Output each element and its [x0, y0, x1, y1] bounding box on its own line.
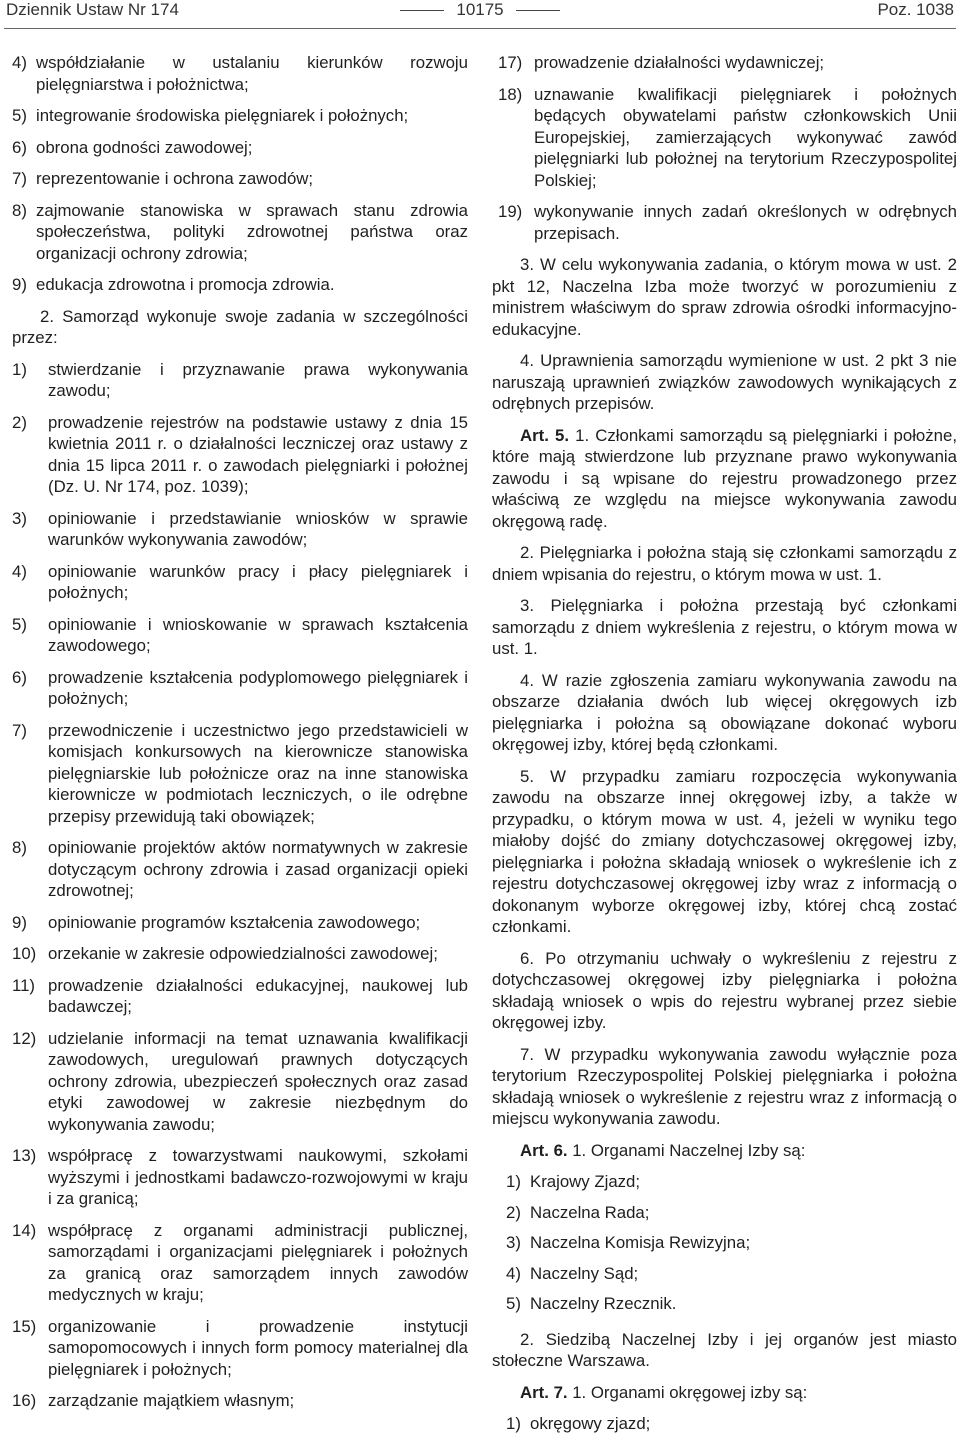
list-e — [492, 1413, 957, 1435]
list-item-text: uznawanie kwalifikacji pielęgniarek i położnych będących obywatelami państw członkowskich Unii Europejskiej, zamierzających wykonywać zawód pielęgniarki lub położnej na terytorium Rzeczypospolitej Polskiej; — [534, 84, 957, 190]
list-item-number: 18) — [498, 84, 523, 104]
list-item-number: 16) — [12, 1391, 37, 1410]
list-item-number: 10) — [12, 944, 37, 963]
article-6-para-2: 2. Siedzibą Naczelnej Izby i jej organów jest miasto stołeczne Warszawa. — [492, 1329, 957, 1370]
list-item-text: opiniowanie warunków pracy i płacy pielęgniarek i położnych; — [48, 561, 468, 602]
page-header — [0, 0, 960, 24]
list-item — [12, 359, 468, 402]
list-item — [500, 1263, 957, 1285]
list-item-text: opiniowanie programów kształcenia zawodowego; — [48, 912, 421, 932]
list-item-text: organizowanie i prowadzenie instytucji samopomocowych i innych form pomocy materialnej dla pielęgniarek i położnych; — [48, 1316, 468, 1379]
list-item-text: współpracę z organami administracji publicznej, samorządami i organizacjami pielęgniarek i położnych za granicą oraz samorządem innych zawodów medycznych w kraju; — [48, 1220, 468, 1304]
list-item-number: 5) — [12, 614, 27, 634]
list-item-text: reprezentowanie i ochrona zawodów; — [36, 169, 314, 188]
list-item-number: 15) — [12, 1316, 37, 1336]
list-item-text: stwierdzanie i przyznawanie prawa wykonywania zawodu; — [48, 359, 468, 400]
list-item-text: prowadzenie kształcenia podyplomowego pielęgniarek i położnych; — [48, 667, 468, 708]
article-5-para-2: 2. Pielęgniarka i położna stają się członkami samorządu z dniem wpisania do rejestru, o którym mowa w ust. 1. — [492, 543, 957, 584]
list-item-number: 8) — [12, 200, 27, 220]
list-item — [12, 1316, 468, 1381]
list-item-number: 14) — [12, 1220, 37, 1240]
list-item-text: zarządzanie majątkiem własnym; — [48, 1391, 295, 1410]
article-7-label: Art. 7. — [520, 1382, 568, 1402]
list-c — [492, 52, 957, 244]
list-item — [12, 274, 468, 296]
list-item — [12, 105, 468, 127]
list-b — [12, 359, 468, 1412]
list-item-text: wykonywanie innych zadań określonych w odrębnych przepisach. — [534, 202, 957, 243]
list-item-number: 3) — [12, 508, 27, 528]
list-item-text: zajmowanie stanowiska w sprawach stanu zdrowia społeczeństwa, polityki zdrowotnej państwa oraz organizacji ochrony zdrowia; — [36, 200, 468, 263]
list-item-number: 5) — [12, 106, 27, 125]
list-item-text: opiniowanie i przedstawianie wniosków w sprawie warunków wykonywania zawodów; — [48, 508, 468, 549]
dash-right — [516, 10, 560, 11]
article-5-para-6: 6. Po otrzymaniu uchwały o wykreśleniu z rejestru z dotychczasowej okręgowej izby pielęgniarka i położna składają wniosek o wpis do rejestru wybranej przez siebie okręgowej izby. — [492, 948, 957, 1032]
article-7-text: 1. Organami okręgowej izby są: — [567, 1382, 808, 1402]
list-item-text: prowadzenie działalności edukacyjnej, naukowej lub badawczej; — [48, 975, 468, 1016]
list-item-number: 4) — [506, 1263, 521, 1283]
list-item-number: 17) — [498, 53, 523, 72]
list-item-number: 9) — [12, 912, 27, 932]
list-item-text: prowadzenie działalności wydawniczej; — [534, 53, 825, 72]
position-label: Poz. 1038 — [877, 0, 954, 19]
list-item-text: orzekanie w zakresie odpowiedzialności zawodowej; — [48, 944, 438, 963]
list-item — [12, 1028, 468, 1136]
article-5-text: 1. Członkami samorządu są pielęgniarki i położne, które mają stwierdzone lub przyznane prawo wykonywania zawodu i są wpisane do rejestru prowadzonego przez właściwą ze względu na miejsce wykonywania zawodu okręgową radę. — [492, 425, 957, 531]
list-item-number: 9) — [12, 275, 27, 294]
header-divider — [4, 28, 956, 29]
list-item-number: 1) — [12, 359, 27, 379]
page-number-text: 10175 — [456, 0, 504, 19]
article-7 — [492, 1382, 957, 1404]
article-5-para-3: 3. Pielęgniarka i położna przestają być członkami samorządu z dniem wykreślenia z rejestru, o którym mowa w ust. 1. — [492, 596, 957, 658]
list-item — [12, 561, 468, 604]
list-item — [12, 720, 468, 828]
list-item-number: 2) — [12, 412, 27, 432]
paragraph-4: 4. Uprawnienia samorządu wymienione w ust. 2 pkt 3 nie naruszają uprawnień związków zawodowych wynikających z odrębnych przepisów. — [492, 351, 957, 413]
list-item-number: 1) — [506, 1414, 521, 1433]
list-item — [12, 1390, 468, 1412]
list-item-text: Naczelny Rzecznik. — [530, 1294, 677, 1313]
list-item — [12, 1145, 468, 1210]
article-6-text: 1. Organami Naczelnej Izby są: — [567, 1140, 806, 1160]
list-item-number: 3) — [506, 1233, 521, 1252]
left-column — [12, 52, 468, 1422]
list-item-number: 2) — [506, 1202, 521, 1222]
list-item — [12, 614, 468, 657]
list-item-text: opiniowanie projektów aktów normatywnych w zakresie dotyczącym ochrony zdrowia i zasad organizacji opieki zdrowotnej; — [48, 838, 468, 900]
list-item-number: 4) — [12, 561, 27, 581]
article-5-para-7: 7. W przypadku wykonywania zawodu wyłącznie poza terytorium Rzeczypospolitej Polskiej pielęgniarka i położna składają wniosek o wykreślenie z rejestru wraz z informacją o miejscu wykonywania zawodu. — [492, 1044, 957, 1128]
list-item — [12, 200, 468, 265]
list-item-number: 1) — [506, 1172, 521, 1191]
page-number — [0, 0, 960, 20]
list-item-text: współdziałanie w ustalaniu kierunków rozwoju pielęgniarstwa i położnictwa; — [36, 53, 468, 94]
list-item — [500, 1232, 957, 1254]
list-item-number: 12) — [12, 1028, 37, 1048]
list-item-text: edukacja zdrowotna i promocja zdrowia. — [36, 275, 335, 294]
list-item-number: 8) — [12, 838, 27, 857]
list-item — [492, 201, 957, 244]
list-d — [492, 1171, 957, 1315]
list-item-number: 4) — [12, 53, 27, 72]
article-6 — [492, 1140, 957, 1162]
list-item — [12, 412, 468, 498]
list-item — [12, 943, 468, 965]
dash-left — [400, 10, 444, 11]
list-item — [492, 52, 957, 74]
list-item-text: Naczelna Komisja Rewizyjna; — [530, 1233, 751, 1252]
list-item-text: obrona godności zawodowej; — [36, 137, 253, 157]
list-item — [12, 667, 468, 710]
list-item-number: 6) — [12, 667, 27, 687]
list-item — [12, 137, 468, 159]
list-item — [500, 1413, 957, 1435]
list-item — [500, 1202, 957, 1224]
list-item-text: okręgowy zjazd; — [530, 1414, 651, 1433]
list-item — [12, 508, 468, 551]
article-5-label: Art. 5. — [520, 425, 570, 445]
list-item-text: opiniowanie i wnioskowanie w sprawach kształcenia zawodowego; — [48, 614, 468, 655]
list-item — [12, 168, 468, 190]
list-item-number: 13) — [12, 1146, 37, 1165]
list-item-text: prowadzenie rejestrów na podstawie ustawy z dnia 15 kwietnia 2011 r. o działalności leczniczej oraz ustawy z dnia 15 lipca 2011 r. o zawodach pielęgniarki i położnej (Dz. U. Nr 174, poz. 1039); — [48, 412, 468, 496]
list-item-number: 19) — [498, 202, 523, 221]
paragraph-2: 2. Samorząd wykonuje swoje zadania w szczególności przez: — [12, 306, 468, 347]
article-5 — [492, 425, 957, 533]
list-a — [12, 52, 468, 296]
list-item — [12, 1220, 468, 1306]
list-item-number: 11) — [12, 975, 36, 995]
article-6-label: Art. 6. — [520, 1140, 568, 1160]
list-item-text: udzielanie informacji na temat uznawania kwalifikacji zawodowych, uregulowań prawnych dotyczących ochrony zdrowia, ubezpieczeń społecznych oraz zasad etyki zawodowej w zakresie niezbędnym do wykonywania zawodu; — [48, 1028, 468, 1134]
journal-title: Dziennik Ustaw Nr 174 — [6, 0, 179, 19]
list-item-number: 5) — [506, 1294, 521, 1313]
list-item-text: Krajowy Zjazd; — [530, 1172, 641, 1191]
list-item-text: przewodniczenie i uczestnictwo jego przedstawicieli w komisjach konkursowych na kierownicze stanowiska pielęgniarskie lub położnicze oraz na inne stanowiska kierownicze w podmiotach leczniczych, o ile odrębne przepisy przewidują taki obowiązek; — [48, 720, 468, 826]
list-item-number: 6) — [12, 137, 27, 157]
list-item-text: współpracę z towarzystwami naukowymi, szkołami wyższymi i jednostkami badawczo-rozwojowymi w kraju i za granicą; — [48, 1146, 468, 1208]
list-item-text: integrowanie środowiska pielęgniarek i położnych; — [36, 106, 409, 125]
list-item — [12, 52, 468, 95]
list-item — [500, 1293, 957, 1315]
list-item-text: Naczelny Sąd; — [530, 1263, 639, 1283]
list-item-number: 7) — [12, 169, 27, 188]
paragraph-3: 3. W celu wykonywania zadania, o którym mowa w ust. 2 pkt 12, Naczelna Izba może tworzyć w porozumieniu z ministrem właściwym do spraw zdrowia ośrodki informacyjno-edukacyjne. — [492, 255, 957, 339]
article-5-para-5: 5. W przypadku zamiaru rozpoczęcia wykonywania zawodu na obszarze innej okręgowej izby, a także w przypadku, o którym mowa w ust. 4, jeżeli w wyniku tego miałoby dojść do zmiany dotychczasowej okręgowej izby, pielęgniarka i położna składają wniosek o wykreślenie ich z rejestru dotychczasowej okręgowej izby wraz z informacją o dokonanym wyborze okręgowej izby, której chcą zostać członkami. — [492, 766, 957, 936]
list-item — [12, 837, 468, 902]
list-item-number: 7) — [12, 720, 27, 740]
list-item — [492, 84, 957, 192]
list-item — [12, 975, 468, 1018]
list-item — [12, 912, 468, 934]
list-item — [500, 1171, 957, 1193]
right-column — [492, 52, 957, 1444]
article-5-para-4: 4. W razie zgłoszenia zamiaru wykonywania zawodu na obszarze działania dwóch lub więcej okręgowych izb pielęgniarka i położna są obowiązane dokonać wyboru okręgowej izby, której będą członkami. — [492, 670, 957, 754]
list-item-text: Naczelna Rada; — [530, 1202, 650, 1222]
